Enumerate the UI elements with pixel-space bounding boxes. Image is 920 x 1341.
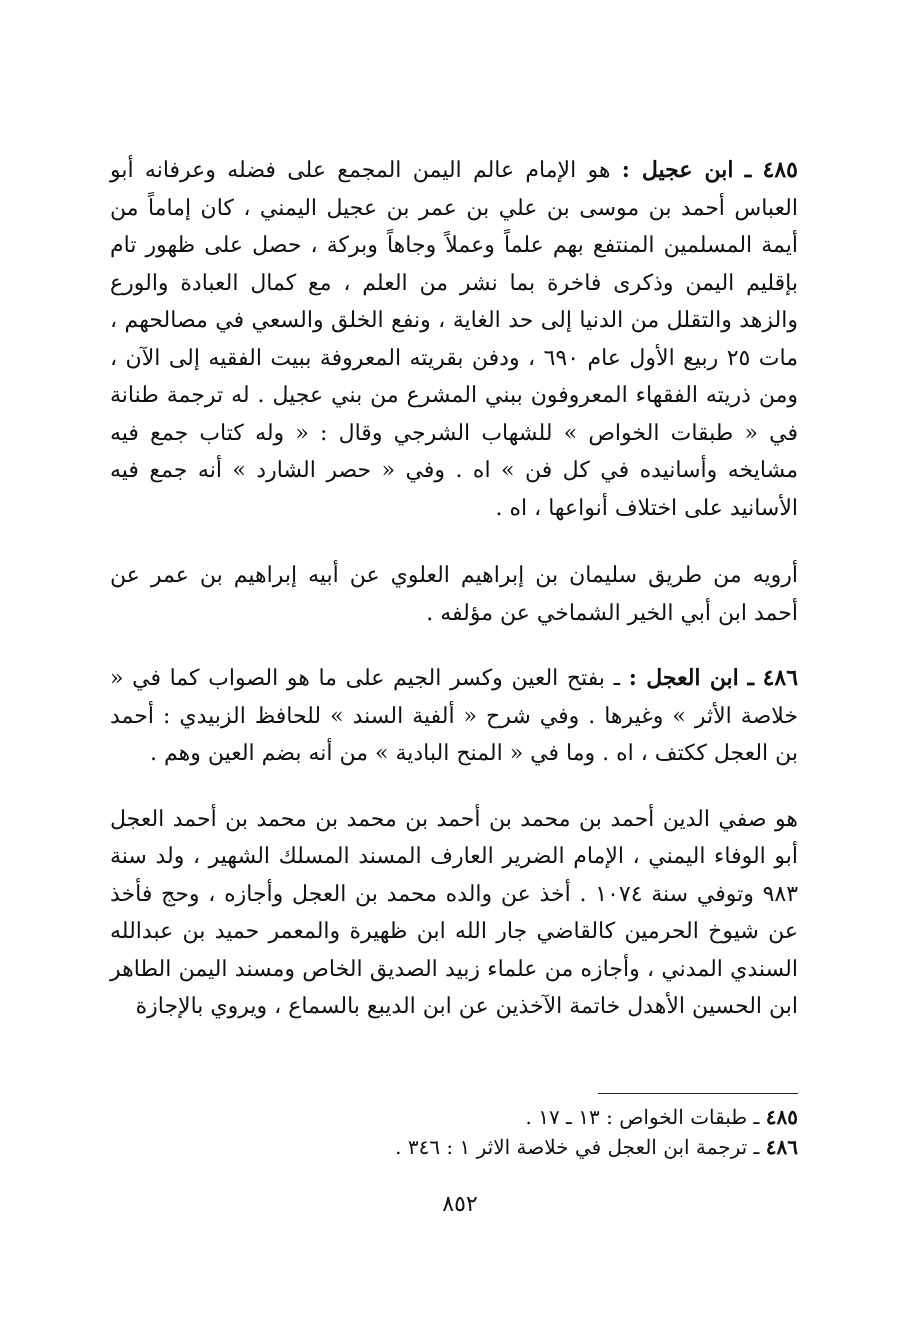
footnote-text: ترجمة ابن العجل في خلاصة الاثر ١ : ٣٤٦ . bbox=[395, 1135, 748, 1159]
biography-paragraph: هو صفي الدين أحمد بن محمد بن أحمد بن محمد بن محمد بن أحمد العجل أبو الوفاء اليمني ، الإمام الضرير العارف المسند المسلك الشهير ، ولد سنة ٩٨٣ وتوفي سنة ١٠٧٤ . أخذ عن والده محمد بن العجل وأجازه ، وحج فأخذ عن شيوخ الحرمين كالقاضي جار الله ابن ظهيرة والمعمر حميد بن عبدالله السندي المدني ، وأجازه من علماء زبيد الصديق الخاص ومسند اليمن الطاهر ابن الحسين الأهدل خاتمة الآخذين عن ابن الديبع بالسماع ، ويروي بالإجازة bbox=[110, 806, 799, 1019]
footnote bbox=[110, 1132, 798, 1162]
entry-number: ٤٨٥ bbox=[762, 157, 798, 183]
footnote-number: ٤٨٦ bbox=[765, 1135, 798, 1159]
entry-text: بفتح العين وكسر الجيم على ما هو الصواب كما في « خلاصة الأثر » وغيرها . وفي شرح « ألفية السند » للحافظ الزبيدي : أحمد بن العجل ككتف ، اه . وما في « المنح البادية » من أنه بضم العين وهم . bbox=[110, 666, 798, 766]
entry-485 bbox=[110, 152, 798, 527]
footnote-number: ٤٨٥ bbox=[765, 1105, 798, 1129]
entry-heading: ابن عجيل : bbox=[621, 157, 734, 183]
footnote-dash: ـ bbox=[753, 1105, 760, 1129]
riwaya-paragraph: أرويه من طريق سليمان بن إبراهيم العلوي عن أبيه إبراهيم بن عمر عن أحمد ابن أبي الخير الشماخي عن مؤلفه . bbox=[110, 563, 798, 626]
entry-dash-2: ـ bbox=[613, 666, 621, 691]
footnote-dash: ـ bbox=[753, 1135, 760, 1159]
main-text bbox=[110, 152, 798, 1026]
entry-dash: ـ bbox=[744, 157, 752, 183]
entry-486 bbox=[110, 660, 798, 773]
footnote bbox=[110, 1102, 798, 1132]
footnotes bbox=[110, 1102, 798, 1162]
entry-number: ٤٨٦ bbox=[762, 665, 799, 691]
entry-heading: ابن العجل : bbox=[628, 665, 739, 691]
entry-text: هو الإمام عالم اليمن المجمع على فضله وعرفانه أبو العباس أحمد بن موسى بن علي بن عمر بن عجيل اليمني ، كان إماماً من أيمة المسلمين المنتفع بهم علماً وعملاً وجاهاً وبركة ، حصل على ظهور تام بإقليم اليمن وذكرى فاخرة بما نشر من العلم ، مع كمال العبادة والورع والزهد والتقلل من الدنيا إلى حد الغاية ، ونفع الخلق والسعي في مصالحهم ، مات ٢٥ ربيع الأول عام ٦٩٠ ، ودفن بقريته المعروفة ببيت الفقيه إلى الآن ، ومن ذريته الفقهاء المعروفون ببني المشرع من بني عجيل . له ترجمة طنانة في « طبقات الخواص » للشهاب الشرجي وقال : « وله كتاب جمع فيه مشايخه وأسانيده في كل فن » اه . وفي « حصر الشارد » أنه جمع فيه الأسانيد على اختلاف أنواعها ، اه . bbox=[110, 158, 798, 521]
footnote-text: طبقات الخواص : ١٣ ـ ١٧ . bbox=[525, 1105, 748, 1129]
entry-dash: ـ bbox=[747, 665, 754, 691]
footnote-divider bbox=[598, 1093, 798, 1094]
page-number: ٨٥٢ bbox=[442, 1192, 478, 1217]
